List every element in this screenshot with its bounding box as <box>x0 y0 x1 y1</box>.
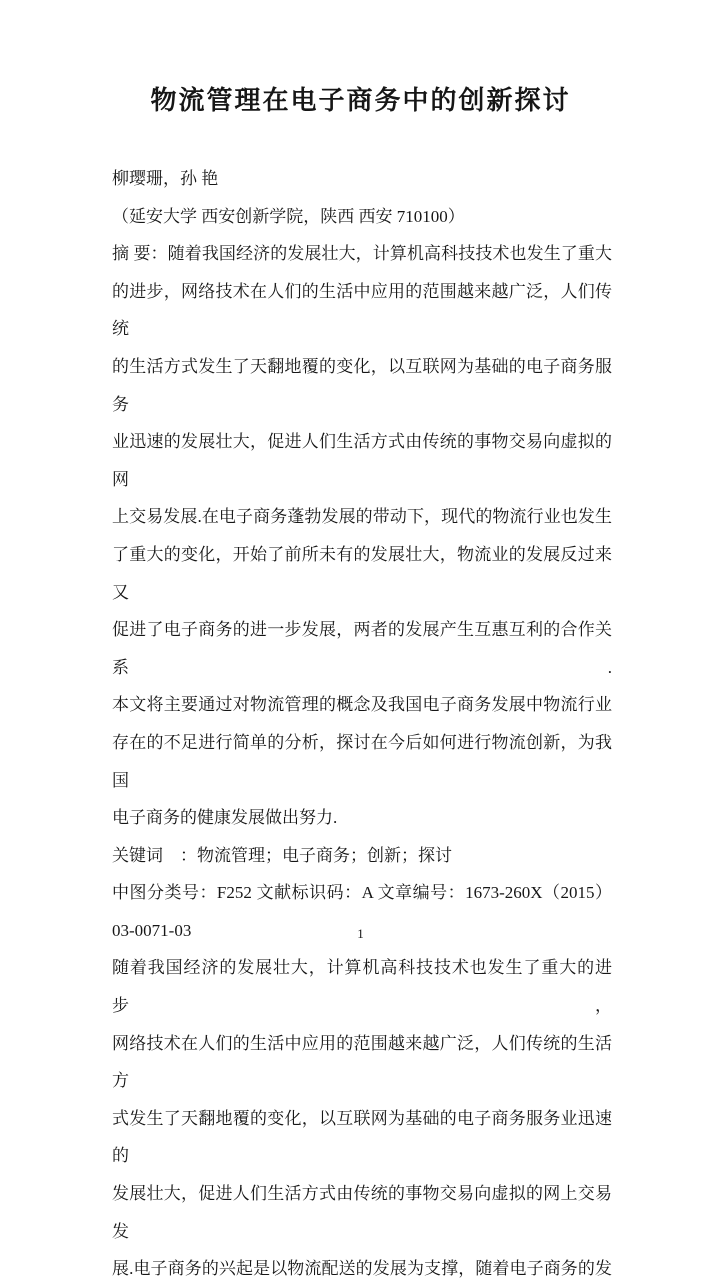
document-content <box>112 160 612 1288</box>
abstract-line: 电子商务的健康发展做出努力. <box>112 808 338 828</box>
body-line: 随着我国经济的发展壮大，计算机高科技技术也发生了重大的进步， <box>112 958 612 1016</box>
abstract-line: 了重大的变化，开始了前所未有的发展壮大，物流业的发展反过来又 <box>112 544 612 602</box>
body-line: 网络技术在人们的生活中应用的范围越来越广泛，人们传统的生活方 <box>112 1033 612 1091</box>
abstract-line: 的进步，网络技术在人们的生活中应用的范围越来越广泛，人们传统 <box>112 281 612 339</box>
abstract-line: 业迅速的发展壮大，促进人们生活方式由传统的事物交易向虚拟的网 <box>112 432 612 489</box>
abstract-line: 本文将主要通过对物流管理的概念及我国电子商务发展中物流行业 <box>112 695 612 715</box>
abstract-line: 促进了电子商务的进一步发展，两者的发展产生互惠互利的合作关系. <box>112 620 612 677</box>
abstract-line: 上交易发展.在电子商务蓬勃发展的带动下，现代的物流行业也发生 <box>112 507 612 527</box>
keywords-line: 关键词 ：物流管理；电子商务；创新；探讨 <box>112 845 452 865</box>
body-line: 发展壮大，促进人们生活方式由传统的事物交易向虚拟的网上交易发 <box>112 1184 612 1241</box>
body-line: 式发生了天翻地覆的变化，以互联网为基础的电子商务服务业迅速的 <box>112 1108 612 1166</box>
abstract-line: 的生活方式发生了天翻地覆的变化，以互联网为基础的电子商务服务 <box>112 356 612 414</box>
affiliation-line: （延安大学 西安创新学院，陕西 西安 710100） <box>112 206 465 226</box>
abstract-line: 摘 要：随着我国经济的发展壮大，计算机高科技技术也发生了重大 <box>112 244 612 264</box>
clc-line: 中图分类号：F252 文献标识码：A 文章编号：1673-260X（2015） <box>112 883 612 903</box>
clc-line: 03-0071-03 <box>112 920 192 940</box>
authors-line: 柳璎珊，孙 艳 <box>112 169 219 188</box>
abstract-line: 存在的不足进行简单的分析，探讨在今后如何进行物流创新，为我国 <box>112 732 612 790</box>
page-number: 1 <box>357 926 364 941</box>
body-line: 展.电子商务的兴起是以物流配送的发展为支撑，随着电子商务的发 <box>112 1259 612 1279</box>
paper-title: 物流管理在电子商务中的创新探讨 <box>150 86 571 115</box>
